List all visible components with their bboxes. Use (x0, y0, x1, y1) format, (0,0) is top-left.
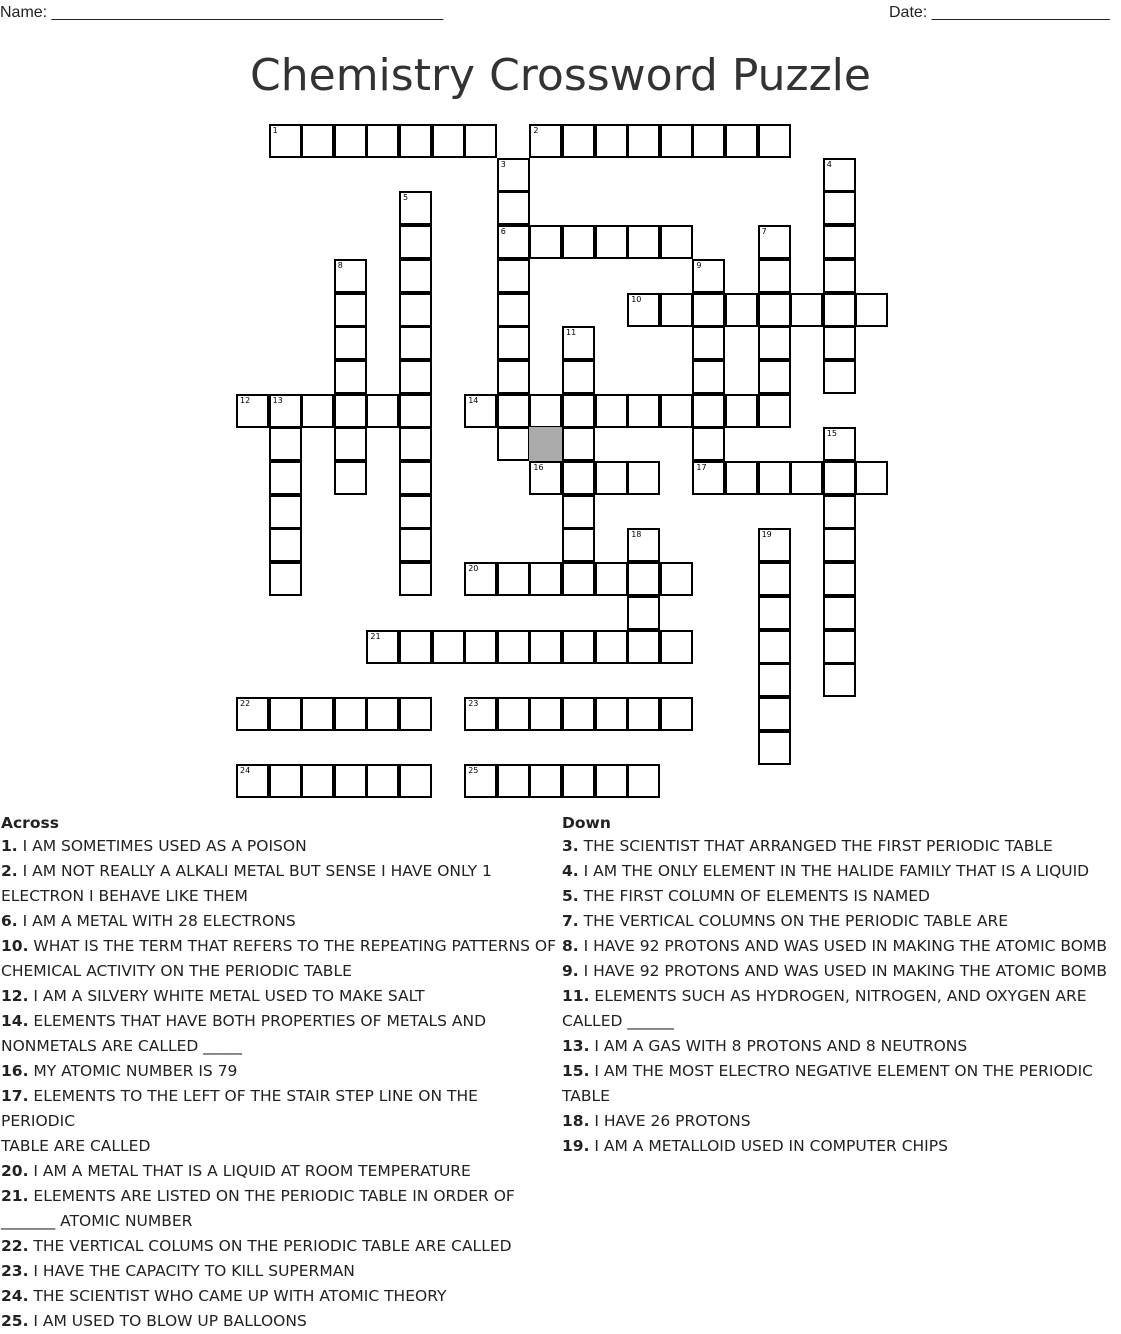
grid-cell[interactable] (627, 697, 660, 731)
clue-number: 13 (272, 395, 283, 405)
grid-cell[interactable] (725, 293, 758, 327)
grid-cell[interactable] (464, 764, 497, 798)
grid-cell[interactable] (692, 461, 725, 495)
down-clue (562, 984, 1117, 1009)
down-clue (562, 834, 1117, 859)
grid-cell[interactable] (562, 630, 595, 664)
clue-num: 22. (1, 1237, 29, 1255)
grid-cell[interactable] (725, 461, 758, 495)
across-clue (1, 1284, 556, 1309)
clue-text: MY ATOMIC NUMBER IS 79 (28, 1062, 238, 1080)
name-field: Name: ____________________________________________ (0, 4, 444, 21)
grid-cell[interactable] (464, 394, 497, 428)
clue-number: 8 (337, 260, 343, 270)
clue-text: I AM A SILVERY WHITE METAL USED TO MAKE SALT (28, 987, 425, 1005)
date-field: Date: ____________________ (889, 4, 1110, 21)
grid-cell[interactable] (301, 394, 334, 428)
down-clue (562, 1084, 1117, 1109)
grid-cell[interactable] (399, 495, 432, 529)
grid-cell[interactable] (529, 630, 562, 664)
grid-cell[interactable] (790, 293, 823, 327)
grid-cell[interactable] (627, 225, 660, 259)
clue-number: 19 (761, 530, 772, 540)
grid-cell[interactable] (497, 630, 530, 664)
clue-number: 23 (468, 698, 479, 708)
grid-cell[interactable] (562, 528, 595, 562)
grid-cell[interactable] (464, 697, 497, 731)
across-clue (1, 1009, 556, 1034)
grid-cell[interactable] (758, 259, 791, 293)
clue-num: 12. (1, 987, 29, 1005)
grid-cell[interactable] (758, 293, 791, 327)
down-clue (562, 1059, 1117, 1084)
grid-cell[interactable] (823, 191, 856, 225)
grid-cell[interactable] (692, 427, 725, 461)
across-clue (1, 1259, 556, 1284)
grid-cell[interactable] (562, 124, 595, 158)
grid-cell[interactable] (399, 461, 432, 495)
clue-text: TABLE (562, 1087, 610, 1105)
clue-num: 20. (1, 1162, 29, 1180)
grid-cell[interactable] (823, 158, 856, 192)
clue-num: 10. (1, 937, 29, 955)
grid-cell[interactable] (269, 427, 302, 461)
clue-num: 13. (562, 1037, 590, 1055)
grid-cell[interactable] (562, 326, 595, 360)
across-clue (1, 1059, 556, 1084)
grid-cell[interactable] (692, 360, 725, 394)
clue-text: ELEMENTS THAT HAVE BOTH PROPERTIES OF METALS AND (28, 1012, 487, 1030)
across-clue (1, 1209, 556, 1234)
grid-cell[interactable] (758, 528, 791, 562)
clue-num: 9. (562, 962, 579, 980)
grid-cell[interactable] (627, 630, 660, 664)
grid-cell[interactable] (334, 326, 367, 360)
grid-cell[interactable] (366, 394, 399, 428)
clue-number: 25 (468, 766, 479, 776)
grid-cell[interactable] (692, 259, 725, 293)
clue-number: 11 (566, 328, 577, 338)
grid-cell[interactable] (399, 124, 432, 158)
grid-cell[interactable] (758, 394, 791, 428)
down-clue (562, 1134, 1117, 1159)
grid-cell[interactable] (627, 124, 660, 158)
clue-num: 7. (562, 912, 579, 930)
grid-cell[interactable] (595, 764, 628, 798)
clue-number: 2 (533, 126, 539, 135)
grid-cell[interactable] (497, 697, 530, 731)
across-clue (1, 1234, 556, 1259)
grid-cell[interactable] (529, 394, 562, 428)
grid-cell[interactable] (823, 427, 856, 461)
grid-cell[interactable] (236, 764, 269, 798)
grid-cell[interactable] (692, 124, 725, 158)
grid-cell[interactable] (627, 394, 660, 428)
grid-cell[interactable] (399, 630, 432, 664)
clue-text: THE VERTICAL COLUMS ON THE PERIODIC TABLE ARE CALLED (28, 1237, 512, 1255)
grid-cell[interactable] (627, 562, 660, 596)
grid-cell (529, 427, 562, 461)
clue-text: I HAVE 26 PROTONS (589, 1112, 751, 1130)
grid-cell[interactable] (595, 394, 628, 428)
grid-cell[interactable] (823, 630, 856, 664)
clue-num: 18. (562, 1112, 590, 1130)
clue-text: ELEMENTS SUCH AS HYDROGEN, NITROGEN, AND OXYGEN ARE (589, 987, 1087, 1005)
grid-cell[interactable] (758, 326, 791, 360)
clue-number: 18 (631, 530, 642, 540)
grid-cell[interactable] (660, 630, 693, 664)
grid-cell[interactable] (758, 596, 791, 630)
down-clue (562, 1009, 1117, 1034)
clue-num: 21. (1, 1187, 29, 1205)
clue-number: 9 (696, 260, 702, 270)
grid-cell[interactable] (497, 225, 530, 259)
grid-cell[interactable] (497, 293, 530, 327)
grid-cell[interactable] (399, 764, 432, 798)
grid-cell[interactable] (301, 124, 334, 158)
clue-num: 19. (562, 1137, 590, 1155)
down-clue (562, 959, 1117, 984)
grid-cell[interactable] (823, 562, 856, 596)
grid-cell[interactable] (823, 225, 856, 259)
clue-num: 25. (1, 1312, 29, 1330)
clue-num: 17. (1, 1087, 29, 1105)
clue-text: ELEMENTS ARE LISTED ON THE PERIODIC TABLE IN ORDER OF (28, 1187, 515, 1205)
down-clues (562, 812, 1117, 1159)
clue-num: 14. (1, 1012, 29, 1030)
grid-cell[interactable] (497, 191, 530, 225)
grid-cell[interactable] (269, 562, 302, 596)
clue-number: 10 (631, 294, 642, 304)
down-clue (562, 884, 1117, 909)
clue-num: 11. (562, 987, 590, 1005)
clue-num: 23. (1, 1262, 29, 1280)
clue-number: 5 (403, 193, 409, 203)
page-title: Chemistry Crossword Puzzle (250, 50, 871, 101)
grid-cell[interactable] (562, 495, 595, 529)
clue-num: 1. (1, 837, 18, 855)
across-clue (1, 1309, 556, 1334)
grid-cell[interactable] (660, 124, 693, 158)
grid-cell[interactable] (334, 360, 367, 394)
clue-num: 16. (1, 1062, 29, 1080)
grid-cell[interactable] (758, 124, 791, 158)
across-clue (1, 859, 556, 884)
grid-cell[interactable] (823, 495, 856, 529)
grid-cell[interactable] (529, 764, 562, 798)
clue-number: 24 (240, 766, 251, 776)
clue-num: 3. (562, 837, 579, 855)
grid-cell[interactable] (399, 225, 432, 259)
grid-cell[interactable] (758, 225, 791, 259)
grid-cell[interactable] (334, 427, 367, 461)
grid-cell[interactable] (334, 697, 367, 731)
grid-cell[interactable] (399, 293, 432, 327)
grid-cell[interactable] (562, 360, 595, 394)
grid-cell[interactable] (823, 528, 856, 562)
grid-cell[interactable] (758, 360, 791, 394)
grid-cell[interactable] (464, 124, 497, 158)
down-clue (562, 909, 1117, 934)
clue-text: I AM A METAL THAT IS A LIQUID AT ROOM TEMPERATURE (28, 1162, 471, 1180)
clue-text: I AM THE ONLY ELEMENT IN THE HALIDE FAMILY THAT IS A LIQUID (578, 862, 1090, 880)
clue-number: 7 (761, 227, 767, 237)
grid-cell[interactable] (334, 124, 367, 158)
clue-text: I HAVE THE CAPACITY TO KILL SUPERMAN (28, 1262, 355, 1280)
grid-cell[interactable] (497, 360, 530, 394)
grid-cell[interactable] (399, 427, 432, 461)
grid-cell[interactable] (366, 764, 399, 798)
grid-cell[interactable] (660, 293, 693, 327)
grid-cell[interactable] (399, 697, 432, 731)
clue-text: I AM NOT REALLY A ALKALI METAL BUT SENSE I HAVE ONLY 1 (17, 862, 492, 880)
clue-text: I AM A GAS WITH 8 PROTONS AND 8 NEUTRONS (589, 1037, 968, 1055)
down-clue (562, 859, 1117, 884)
grid-cell[interactable] (627, 764, 660, 798)
grid-cell[interactable] (269, 461, 302, 495)
clue-number: 6 (500, 227, 506, 237)
clue-text: I AM SOMETIMES USED AS A POISON (17, 837, 307, 855)
grid-cell[interactable] (269, 697, 302, 731)
grid-cell[interactable] (692, 394, 725, 428)
grid-cell[interactable] (334, 394, 367, 428)
clue-text: I HAVE 92 PROTONS AND WAS USED IN MAKING THE ATOMIC BOMB (578, 937, 1107, 955)
grid-cell[interactable] (269, 394, 302, 428)
clue-number: 15 (826, 429, 837, 439)
clue-number: 14 (468, 395, 479, 405)
grid-cell[interactable] (497, 427, 530, 461)
clue-num: 8. (562, 937, 579, 955)
clue-text: THE SCIENTIST THAT ARRANGED THE FIRST PERIODIC TABLE (578, 837, 1053, 855)
grid-cell[interactable] (562, 394, 595, 428)
grid-cell[interactable] (562, 461, 595, 495)
clue-number: 21 (370, 631, 381, 641)
clue-text: ELECTRON I BEHAVE LIKE THEM (1, 887, 248, 905)
grid-cell[interactable] (301, 697, 334, 731)
across-clue (1, 1034, 556, 1059)
grid-cell[interactable] (595, 461, 628, 495)
grid-cell[interactable] (269, 124, 302, 158)
clue-text: NONMETALS ARE CALLED _____ (1, 1037, 243, 1055)
grid-cell[interactable] (660, 225, 693, 259)
clue-text: I AM USED TO BLOW UP BALLOONS (28, 1312, 307, 1330)
across-clue (1, 1084, 556, 1134)
grid-cell[interactable] (529, 697, 562, 731)
grid-cell[interactable] (497, 326, 530, 360)
grid-cell[interactable] (823, 259, 856, 293)
grid-cell[interactable] (432, 630, 465, 664)
grid-cell[interactable] (823, 293, 856, 327)
grid-cell[interactable] (562, 764, 595, 798)
grid-cell[interactable] (823, 663, 856, 697)
across-clue (1, 959, 556, 984)
across-clue (1, 984, 556, 1009)
clue-text: I AM A METALLOID USED IN COMPUTER CHIPS (589, 1137, 948, 1155)
down-clue (562, 934, 1117, 959)
grid-cell[interactable] (366, 697, 399, 731)
grid-cell[interactable] (562, 225, 595, 259)
grid-cell[interactable] (660, 697, 693, 731)
grid-cell[interactable] (236, 394, 269, 428)
grid-cell[interactable] (334, 293, 367, 327)
grid-cell[interactable] (334, 764, 367, 798)
clue-text: CALLED ______ (562, 1012, 674, 1030)
grid-cell[interactable] (725, 394, 758, 428)
grid-cell[interactable] (269, 528, 302, 562)
clue-text: I HAVE 92 PROTONS AND WAS USED IN MAKING THE ATOMIC BOMB (578, 962, 1107, 980)
grid-cell[interactable] (464, 630, 497, 664)
clue-text: THE FIRST COLUMN OF ELEMENTS IS NAMED (578, 887, 930, 905)
clue-number: 17 (696, 463, 707, 472)
clue-text: I AM A METAL WITH 28 ELECTRONS (17, 912, 296, 930)
grid-cell[interactable] (627, 528, 660, 562)
clue-number: 22 (240, 698, 251, 708)
grid-cell[interactable] (823, 326, 856, 360)
across-heading: Across (1, 814, 59, 832)
down-clue (562, 1109, 1117, 1134)
grid-cell[interactable] (595, 225, 628, 259)
across-clue (1, 1184, 556, 1209)
grid-cell[interactable] (562, 427, 595, 461)
grid-cell[interactable] (790, 461, 823, 495)
down-heading: Down (562, 814, 611, 832)
clue-num: 2. (1, 862, 18, 880)
grid-cell[interactable] (758, 663, 791, 697)
grid-cell[interactable] (823, 596, 856, 630)
grid-cell[interactable] (758, 697, 791, 731)
across-clue (1, 834, 556, 859)
grid-cell[interactable] (595, 697, 628, 731)
grid-cell[interactable] (627, 461, 660, 495)
clue-number: 4 (826, 159, 832, 169)
grid-cell[interactable] (334, 259, 367, 293)
grid-cell[interactable] (399, 191, 432, 225)
grid-cell[interactable] (399, 360, 432, 394)
grid-cell[interactable] (823, 360, 856, 394)
grid-cell[interactable] (692, 293, 725, 327)
clue-text: WHAT IS THE TERM THAT REFERS TO THE REPEATING PATTERNS OF (28, 937, 556, 955)
clue-text: CHEMICAL ACTIVITY ON THE PERIODIC TABLE (1, 962, 352, 980)
grid-cell[interactable] (301, 764, 334, 798)
grid-cell[interactable] (399, 326, 432, 360)
grid-cell[interactable] (464, 562, 497, 596)
grid-cell[interactable] (399, 528, 432, 562)
grid-cell[interactable] (758, 630, 791, 664)
across-clue (1, 1134, 556, 1159)
grid-cell[interactable] (497, 259, 530, 293)
clue-text: TABLE ARE CALLED (1, 1137, 151, 1155)
clue-num: 24. (1, 1287, 29, 1305)
grid-cell[interactable] (595, 124, 628, 158)
grid-cell[interactable] (758, 461, 791, 495)
grid-cell[interactable] (529, 124, 562, 158)
grid-cell[interactable] (660, 562, 693, 596)
grid-cell[interactable] (855, 293, 888, 327)
across-clue (1, 884, 556, 909)
grid-cell[interactable] (692, 326, 725, 360)
grid-cell[interactable] (855, 461, 888, 495)
across-clue (1, 934, 556, 959)
grid-cell[interactable] (497, 764, 530, 798)
grid-cell[interactable] (399, 259, 432, 293)
grid-cell[interactable] (432, 124, 465, 158)
clue-number: 16 (533, 463, 544, 472)
grid-cell[interactable] (627, 596, 660, 630)
clue-number: 3 (500, 159, 506, 169)
across-clue (1, 1159, 556, 1184)
grid-cell[interactable] (595, 562, 628, 596)
grid-cell[interactable] (334, 461, 367, 495)
grid-cell[interactable] (660, 394, 693, 428)
across-clue (1, 909, 556, 934)
clue-text: I AM THE MOST ELECTRO NEGATIVE ELEMENT ON THE PERIODIC (589, 1062, 1093, 1080)
grid-cell[interactable] (529, 461, 562, 495)
clue-num: 15. (562, 1062, 590, 1080)
grid-cell[interactable] (366, 630, 399, 664)
clue-num: 4. (562, 862, 579, 880)
grid-cell[interactable] (269, 495, 302, 529)
clue-text: THE VERTICAL COLUMNS ON THE PERIODIC TABLE ARE (578, 912, 1009, 930)
clue-text: _______ ATOMIC NUMBER (1, 1212, 193, 1230)
grid-cell[interactable] (627, 293, 660, 327)
grid-cell[interactable] (562, 697, 595, 731)
grid-cell[interactable] (823, 461, 856, 495)
grid-cell[interactable] (497, 158, 530, 192)
grid-cell[interactable] (595, 630, 628, 664)
grid-cell[interactable] (497, 562, 530, 596)
grid-cell[interactable] (269, 764, 302, 798)
grid-cell[interactable] (366, 124, 399, 158)
clue-number: 12 (240, 395, 251, 405)
clue-num: 6. (1, 912, 18, 930)
clue-text: THE SCIENTIST WHO CAME UP WITH ATOMIC THEORY (28, 1287, 447, 1305)
clue-num: 5. (562, 887, 579, 905)
grid-cell[interactable] (529, 225, 562, 259)
grid-cell[interactable] (236, 697, 269, 731)
grid-cell[interactable] (758, 731, 791, 765)
grid-cell[interactable] (758, 562, 791, 596)
clue-number: 20 (468, 564, 479, 574)
across-clues (1, 812, 556, 1334)
grid-cell[interactable] (562, 562, 595, 596)
down-clue (562, 1034, 1117, 1059)
clue-text: ELEMENTS TO THE LEFT OF THE STAIR STEP LINE ON THE PERIODIC (1, 1087, 478, 1130)
grid-cell[interactable] (399, 562, 432, 596)
grid-cell[interactable] (399, 394, 432, 428)
clue-number: 1 (272, 126, 278, 135)
grid-cell[interactable] (529, 562, 562, 596)
grid-cell[interactable] (497, 394, 530, 428)
grid-cell[interactable] (725, 124, 758, 158)
